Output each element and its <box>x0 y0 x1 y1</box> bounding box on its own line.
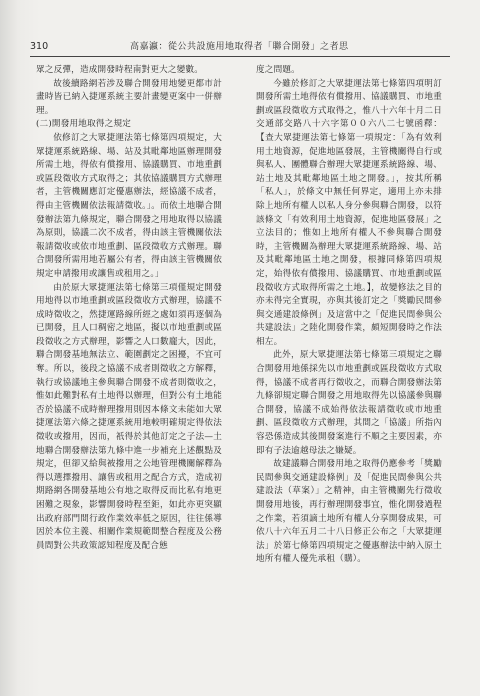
paragraph: 由於原大眾捷運法第七條第三項僅規定開發用地得以市地重劃或區段徵收方式辦理，協議不成時徵收之，然捷運路線所經之處如須再逐個為已開發，且人口稠密之地區，擬以市地重劃或區段徵收之方式辦理，影響之人口數龐大，因此，聯合開發基地無法立、範圍劃定之困擾，不宜可奪。所以，後段之協議不成者則徵收之方解釋，執行或協議地主參與聯合開發不成者則徵收之，惟如此難對私有土地得以辦理，但對公有土地能否於協議不成時辦理撥用則因本條文未能如大眾捷運法第六條之捷運系統用地較明確規定得依法徵收或撥用，因而，祇得於其他訂定之子法—土地聯合開發辦法第九條中進一步補充上述觀點及規定，但卻又給與被撥用之公地管理機關解釋為得以選擇撥用、讓售或租用之配合方式，造成初期路網各開發基地公有地之取得反而比私有地更困難之現象，影響開發時程至鉅，如此亦更突顯出政府部門間行政作業效率低之原因，往往係導因於本位主義、相關作業規範間整合程度及公務員間對公共政策認知程度及配合態 <box>36 282 222 551</box>
section-heading: (二)開發用地取得之規定 <box>36 119 132 130</box>
running-title: 高嘉瀛：從公共設施用地取得者「聯合開發」之者思 <box>130 42 349 52</box>
page-number: 310 <box>30 41 49 52</box>
paragraph: 今雖於修訂之大眾捷運法第七條第四項明訂開發所需土地得依有償撥用、協議購買、市地重劃或區段徵收方式取得之，惟八十六年十月二日交通部交路八十六字第００六八二七號函釋：【查大眾捷運法第七條第一項規定：「為有效利用土地資源，促進地區發展，主管機關得自行或與私人、團體聯合辦理大眾捷運系統路線、場、站土地及其毗鄰地區土地之開發。」，按其所稱「私人」，於條文中無任何界定，適用上亦未排除上地所有權人以私人身分參與聯合開發，以符該條文「有效利用土地資源，促進地區發展」之立法目的；惟如上地所有權人不參與聯合開發時，主管機關為辦理大眾捷運系統路線、場、站及其毗鄰地區土地之開發，根據同條第四項規定，始得依有償撥用、協議購買、市地重劃或區段徵收方式取得所需之土地。】，故變修法之目的亦未得完全實現，亦與其後訂定之「獎勵民間參與交通建設條例」及這當中之「促進民間參與公共建設法」之陸化開發作業，頗短開發時之作法相左。 <box>256 78 442 347</box>
paragraph: 故後續路網若涉及聯合開發用地變更都市計畫時皆已納入捷運系統主要計畫變更案中一併辦理。 <box>36 78 222 116</box>
paragraph: 度之問題。 <box>256 65 300 75</box>
paragraph: 此外，原大眾捷運法第七條第三項規定之聯合開發用地係採先以市地重劃或區段徵收方式取得，協議不成者再行徵收之，而聯合開發辦法第九條卻規定聯合開發之用地取得先以協議參與聯合開發，協議不成始得依法報請徵收或市地重劃、區段徵收方式辦理，其間之「協議」所指內容恐係造成其後開發案進行不順之主要因素，亦即有子法逾越母法之嫌疑。 <box>256 350 442 456</box>
paragraph: 眾之反彈，造成開發時程南對更大之變數。 <box>36 65 204 75</box>
page-header <box>30 40 450 54</box>
right-column <box>256 64 442 567</box>
paragraph: 故建議聯合開發用地之取得仍應參考「獎勵民間參與交通建設條例」及「促進民間參與公共建設法（草案）」之精神，由主管機關先行徵收開發用地後，再行辦理開發事宜，惟化開發過程之作業，若須謫土地所有權人分享開發成果，可依八十六年五月二十八日修正公布之「大眾捷運法」於第七條第四項規定之優惠辦法中納入原土地所有權人優先承租（購）。 <box>256 459 442 565</box>
paragraph: 依修訂之大眾捷運法第七條第四項規定，大眾捷運系統路線、場、站及其毗鄰地區辦理開發所需土地，得依有償撥用、協議購買、市地重劃或區段徵收方式取得之；其依協議購買方式辦理者，主管機關應訂定優惠辦法，經協議不成者，得由主管機關依法報請徵收。」。而依土地聯合開發辦法第九條規定，聯合開發之用地取得以協議為原則，協議二次不成者，得由該主管機關依法報請徵收或依市地重劃、區段徵收方式辦理。聯合開發所需用地若屬公有者，得由該主管機關依規定申請撥用或讓售或租用之。」 <box>36 132 222 279</box>
left-column <box>36 64 222 553</box>
header-rule <box>30 56 450 57</box>
